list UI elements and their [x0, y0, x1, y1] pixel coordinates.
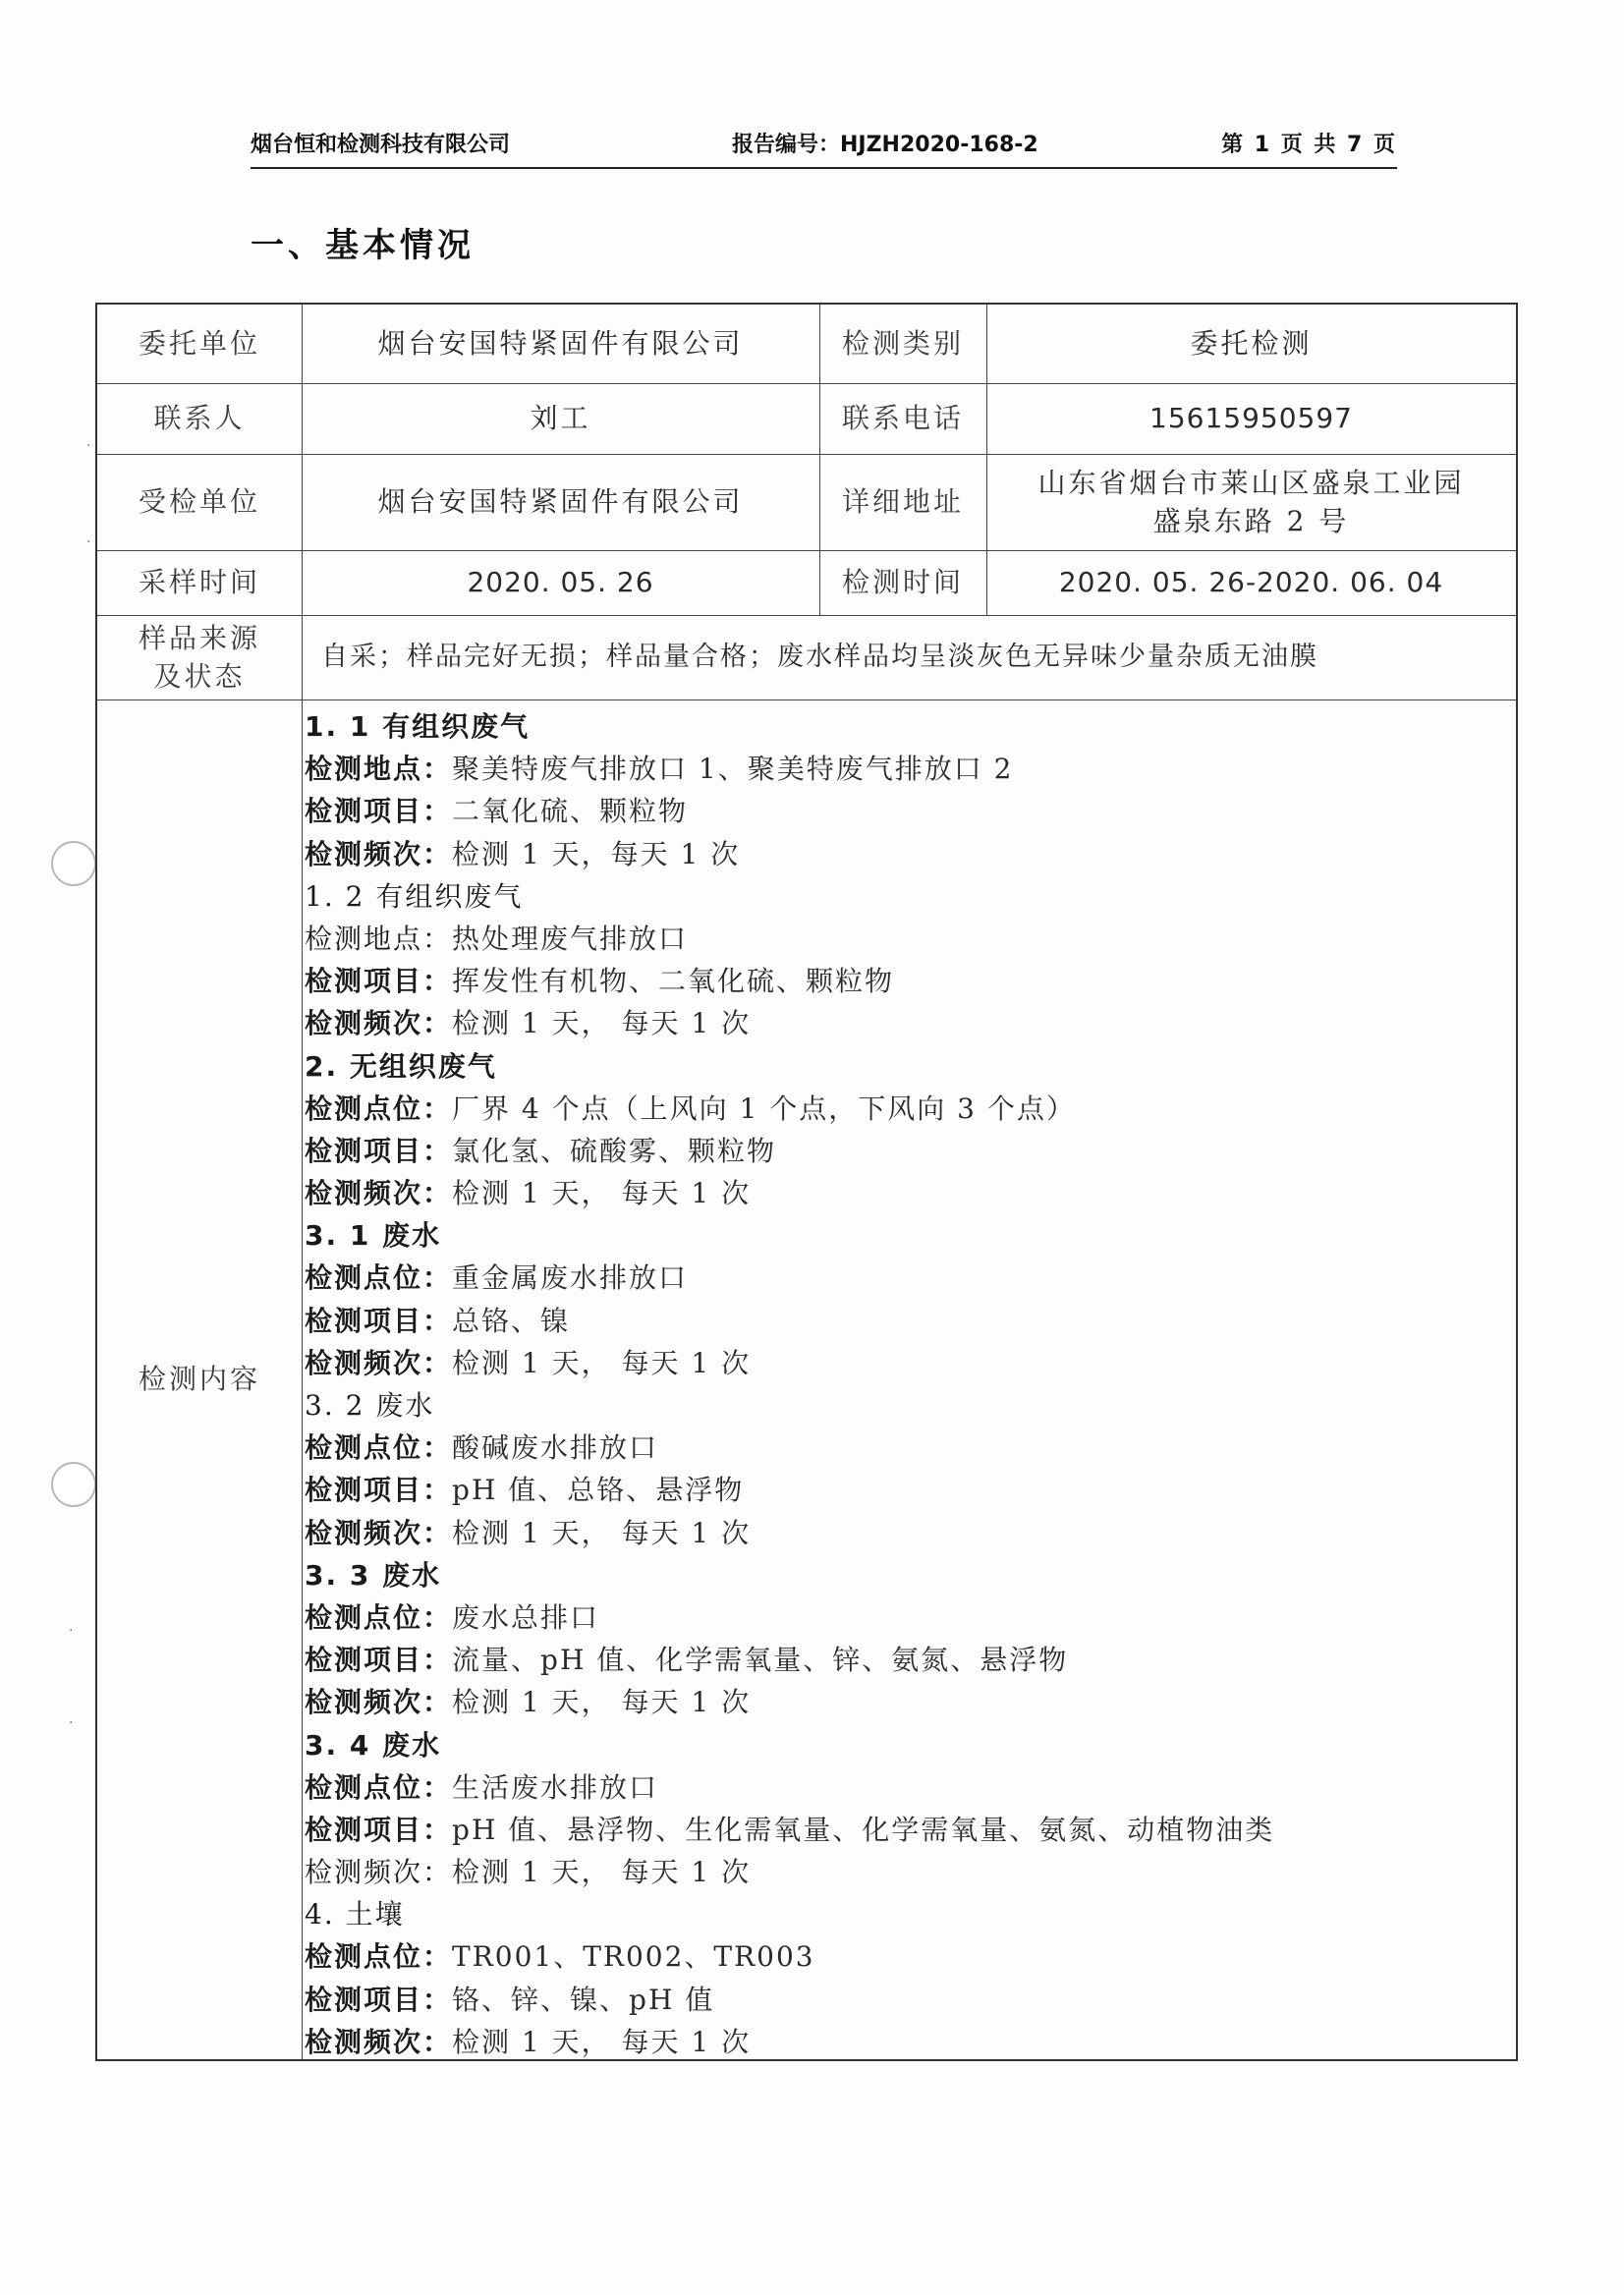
- content-item: [305, 918, 1503, 960]
- client-value: 烟台安国特紧固件有限公司: [377, 327, 744, 361]
- content-item: [305, 833, 1503, 875]
- content-item-value: 检测 1 天， 每天 1 次: [452, 1177, 752, 1210]
- content-item-value: 检测 1 天， 每天 1 次: [452, 1856, 752, 1889]
- content-item-value: 铬、锌、镍、pH 值: [452, 1983, 715, 2016]
- content-item-key: 检测项目：: [305, 1134, 453, 1167]
- content-item-key: 检测项目：: [305, 1983, 453, 2016]
- test-content-label: 检测内容: [138, 1363, 260, 1396]
- content-item-key: 检测项目：: [305, 1304, 453, 1337]
- content-item-value: 聚美特废气排放口 1、聚美特废气排放口 2: [452, 753, 1014, 786]
- binding-hole-top: [51, 841, 96, 886]
- sampling-time-label: 采样时间: [138, 566, 260, 599]
- content-item: [305, 1002, 1503, 1044]
- content-item-key: 检测频次：: [305, 1856, 453, 1889]
- content-item: [305, 1469, 1503, 1511]
- content-item: [305, 1257, 1503, 1299]
- content-item-key: 检测频次：: [305, 1686, 453, 1719]
- content-item: [305, 1300, 1503, 1342]
- content-section-heading: 2. 无组织废气: [305, 1049, 497, 1083]
- content-item-value: 重金属废水排放口: [452, 1261, 689, 1295]
- content-item: [305, 2021, 1503, 2063]
- content-item: [305, 1809, 1503, 1851]
- content-item-value: 总铬、镍: [452, 1304, 571, 1337]
- sample-source-label: [97, 615, 302, 700]
- content-item-key: 检测点位：: [305, 1770, 453, 1804]
- content-item-value: 检测 1 天， 每天 1 次: [452, 1007, 752, 1040]
- header-report-number: 报告编号：HJZH2020-168-2: [732, 133, 1038, 157]
- content-item-key: 检测项目：: [305, 965, 453, 998]
- header-company: 烟台恒和检测科技有限公司: [251, 133, 511, 157]
- margin-speck: ·: [69, 1623, 74, 1639]
- test-type-value: 委托检测: [1190, 327, 1313, 361]
- content-item-key: 检测频次：: [305, 1346, 453, 1379]
- content-section-heading: 1. 2 有组织废气: [305, 879, 524, 913]
- content-item: [305, 1766, 1503, 1809]
- content-item-value: 挥发性有机物、二氧化硫、颗粒物: [452, 965, 895, 998]
- inspected-unit-value: 烟台安国特紧固件有限公司: [377, 485, 744, 519]
- address-value: [986, 454, 1516, 550]
- content-item-key: 检测频次：: [305, 837, 453, 870]
- content-section-heading: 3. 4 废水: [305, 1728, 442, 1762]
- content-section-heading: 3. 2 废水: [305, 1389, 435, 1422]
- content-item-key: 检测频次：: [305, 1516, 453, 1549]
- contact-value: 刘工: [530, 402, 591, 435]
- test-time-value: 2020. 05. 26-2020. 06. 04: [1058, 566, 1444, 599]
- content-item-value: 热处理废气排放口: [452, 922, 689, 955]
- sampling-time-value: 2020. 05. 26: [467, 566, 654, 599]
- content-item: [305, 1681, 1503, 1723]
- test-time-label: 检测时间: [841, 566, 964, 599]
- contact-label: 联系人: [153, 402, 246, 435]
- content-item-key: 检测频次：: [305, 1007, 453, 1040]
- content-item: [305, 1851, 1503, 1893]
- section-title: 一、基本情况: [251, 226, 475, 265]
- inspected-unit-label: 受检单位: [138, 485, 260, 519]
- content-item-key: 检测地点：: [305, 922, 453, 955]
- content-item-value: 检测 1 天， 每天 1 次: [452, 1346, 752, 1379]
- content-item: [305, 790, 1503, 832]
- test-content-list: [305, 705, 1503, 2063]
- content-item-key: 检测项目：: [305, 1644, 453, 1677]
- content-item-value: 检测 1 天， 每天 1 次: [452, 1516, 752, 1549]
- content-item: [305, 1596, 1503, 1639]
- content-item-value: pH 值、总铬、悬浮物: [452, 1474, 745, 1507]
- content-item: [305, 1130, 1503, 1172]
- content-item: [305, 960, 1503, 1002]
- content-item: [305, 1512, 1503, 1554]
- content-item: [305, 1935, 1503, 1978]
- content-item-value: pH 值、悬浮物、生化需氧量、化学需氧量、氨氮、动植物油类: [452, 1813, 1275, 1846]
- content-item-value: 厂界 4 个点（上风向 1 个点，下风向 3 个点）: [452, 1092, 1076, 1125]
- test-type-label: 检测类别: [841, 327, 964, 361]
- content-item-value: 检测 1 天， 每天 1 次: [452, 2025, 752, 2058]
- phone-label: 联系电话: [841, 402, 964, 435]
- content-section-heading: 1. 1 有组织废气: [305, 710, 531, 743]
- content-item-key: 检测点位：: [305, 1092, 453, 1125]
- header-divider: [251, 167, 1397, 169]
- content-item-value: 二氧化硫、颗粒物: [452, 795, 689, 828]
- address-line-2: 盛泉东路 2 号: [1152, 505, 1350, 537]
- content-item-key: 检测点位：: [305, 1600, 453, 1634]
- content-item-key: 检测项目：: [305, 795, 453, 828]
- content-item-value: 检测 1 天， 每天 1 次: [452, 1686, 752, 1719]
- content-section-heading: 3. 1 废水: [305, 1219, 442, 1253]
- content-item-key: 检测频次：: [305, 1177, 453, 1210]
- content-item-key: 检测点位：: [305, 1431, 453, 1465]
- content-item-key: 检测地点：: [305, 753, 453, 786]
- header-page-number: 第 1 页 共 7 页: [1221, 133, 1397, 157]
- content-item-key: 检测项目：: [305, 1813, 453, 1846]
- phone-value: 15615950597: [1149, 402, 1353, 435]
- content-item: [305, 1639, 1503, 1681]
- content-item-value: TR001、TR002、TR003: [452, 1940, 815, 1974]
- sample-source-value: 自采；样品完好无损；样品量合格；废水样品均呈淡灰色无异味少量杂质无油膜: [321, 642, 1318, 673]
- content-item: [305, 1088, 1503, 1130]
- address-label: 详细地址: [841, 485, 964, 519]
- margin-speck: ·: [86, 534, 91, 550]
- content-item: [305, 1342, 1503, 1384]
- content-item-value: 检测 1 天，每天 1 次: [452, 837, 741, 870]
- content-item: [305, 1172, 1503, 1214]
- sample-source-label-line-2: 及状态: [153, 660, 246, 693]
- content-item-key: 检测项目：: [305, 1474, 453, 1507]
- page-header: [251, 118, 1397, 169]
- content-item-value: 氯化氢、硫酸雾、颗粒物: [452, 1134, 777, 1167]
- content-item-value: 流量、pH 值、化学需氧量、锌、氨氮、悬浮物: [452, 1644, 1069, 1677]
- binding-hole-bottom: [51, 1462, 96, 1507]
- margin-speck: ·: [69, 1715, 74, 1731]
- content-item: [305, 1979, 1503, 2021]
- content-item-key: 检测点位：: [305, 1940, 453, 1974]
- content-item-value: 生活废水排放口: [452, 1770, 659, 1804]
- content-section-heading: 4. 土壤: [305, 1898, 405, 1931]
- margin-speck: ·: [86, 438, 91, 454]
- sample-source-label-line-1: 样品来源: [138, 621, 260, 654]
- content-item-value: 废水总排口: [452, 1600, 600, 1634]
- content-item-value: 酸碱废水排放口: [452, 1431, 659, 1465]
- content-section-heading: 3. 3 废水: [305, 1558, 442, 1592]
- content-item-key: 检测频次：: [305, 2025, 453, 2058]
- client-label: 委托单位: [138, 327, 260, 361]
- address-line-1: 山东省烟台市莱山区盛泉工业园: [1037, 466, 1465, 499]
- content-item: [305, 748, 1503, 790]
- content-item-key: 检测点位：: [305, 1261, 453, 1295]
- content-item: [305, 1427, 1503, 1469]
